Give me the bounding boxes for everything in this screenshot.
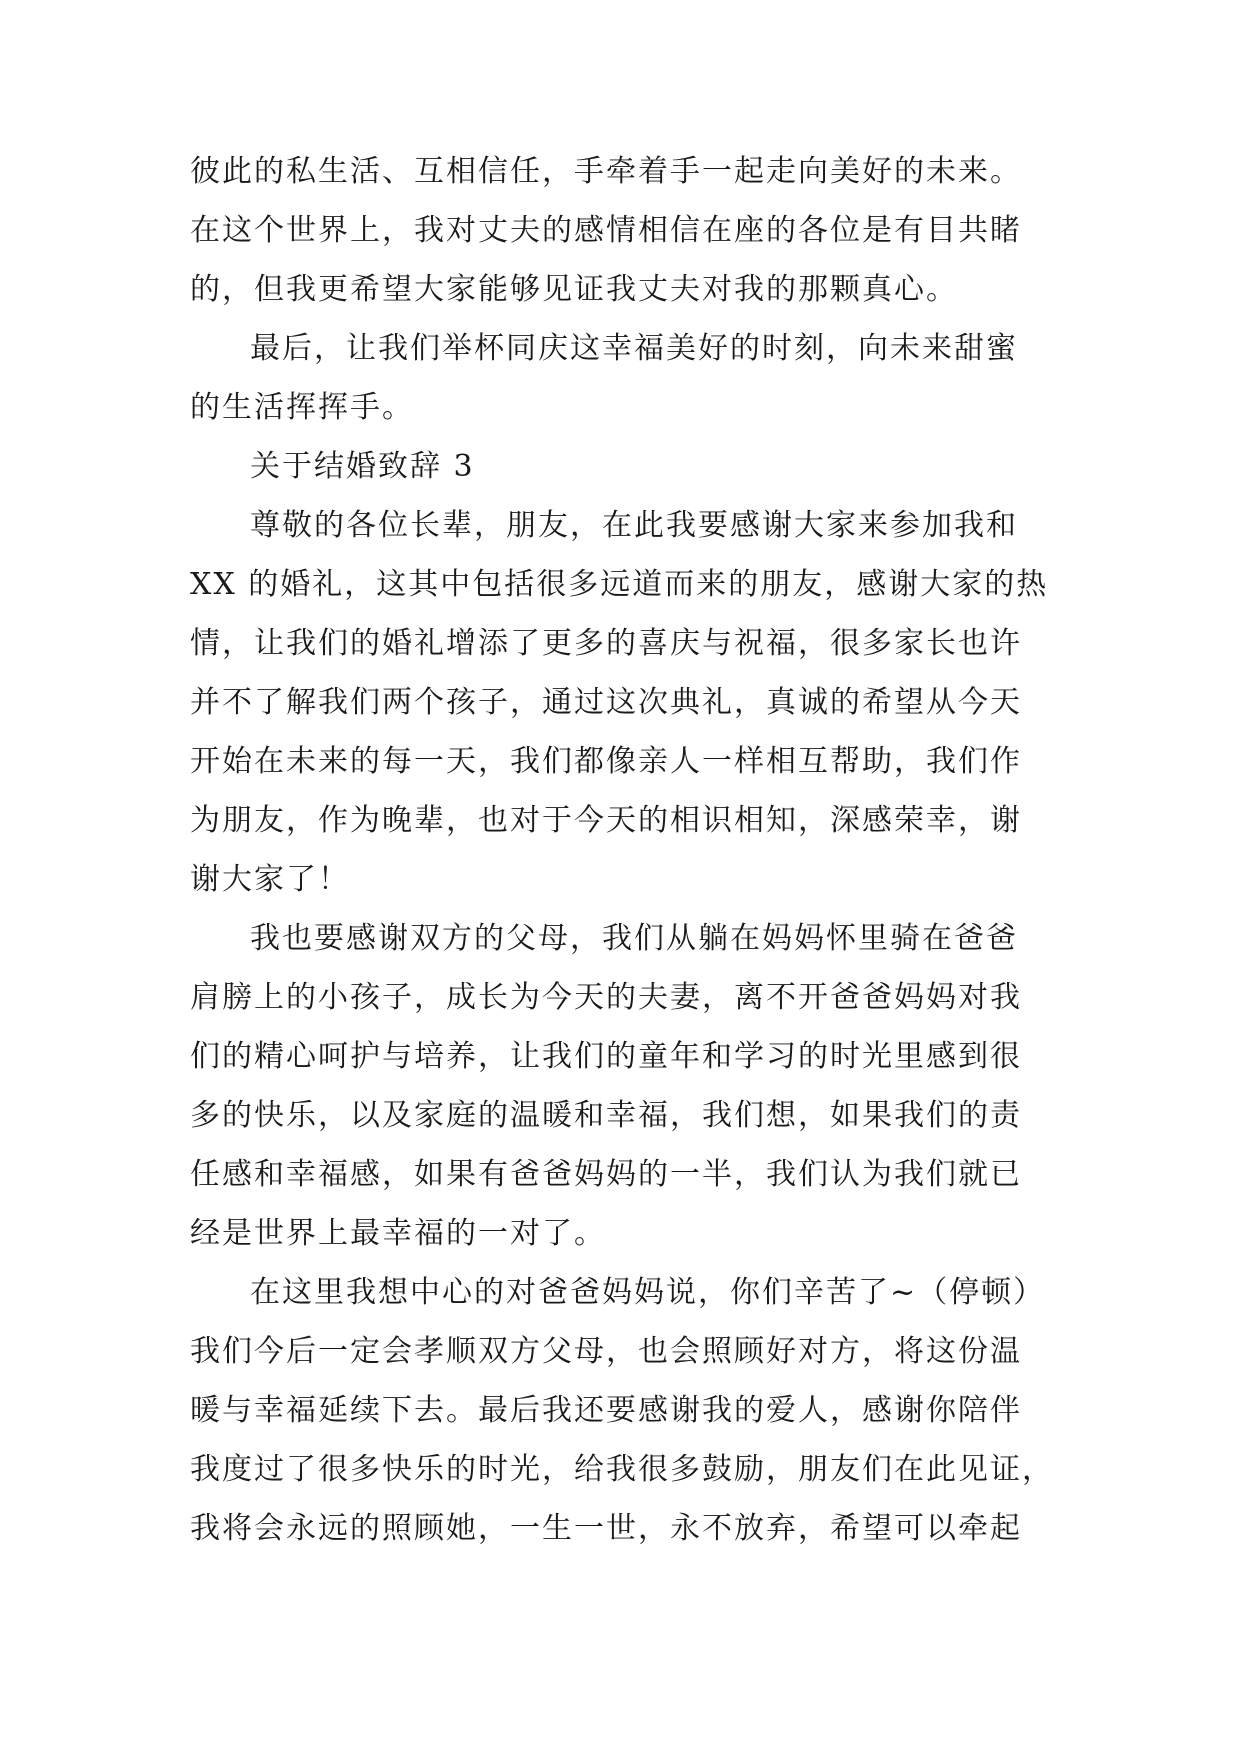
text-line: 的，但我更希望大家能够见证我丈夫对我的那颗真心。 [190,272,958,307]
text-line: 经是世界上最幸福的一对了。 [190,1216,606,1251]
text-line: 我将会永远的照顾她，一生一世，永不放弃，希望可以牵起 [190,1511,1022,1546]
text-line: XX 的婚礼，这其中包括很多远道而来的朋友，感谢大家的热 [190,567,1049,602]
text-line: 情，让我们的婚礼增添了更多的喜庆与祝福，很多家长也许 [190,626,1022,661]
text-line: 们的精心呵护与培养，让我们的童年和学习的时光里感到很 [190,1039,1022,1074]
text-line: 暖与幸福延续下去。最后我还要感谢我的爱人，感谢你陪伴 [190,1393,1022,1428]
text-line: 开始在未来的每一天，我们都像亲人一样相互帮助，我们作 [190,744,1022,779]
text-line: 在这个世界上，我对丈夫的感情相信在座的各位是有目共睹 [190,213,1022,248]
text-line: 并不了解我们两个孩子，通过这次典礼，真诚的希望从今天 [190,685,1022,720]
section-heading: 关于结婚致辞 3 [250,449,475,484]
text-line: 彼此的私生活、互相信任，手牵着手一起走向美好的未来。 [190,154,1022,189]
text-line: 多的快乐，以及家庭的温暖和幸福，我们想，如果我们的责 [190,1098,1022,1133]
text-line: 我度过了很多快乐的时光，给我很多鼓励，朋友们在此见证， [190,1452,1054,1487]
text-line: 的生活挥挥手。 [190,390,414,425]
paragraph-first-line: 尊敬的各位长辈，朋友，在此我要感谢大家来参加我和 [250,508,1018,543]
paragraph-first-line: 最后，让我们举杯同庆这幸福美好的时刻，向未来甜蜜 [250,331,1018,366]
text-line: 任感和幸福感，如果有爸爸妈妈的一半，我们认为我们就已 [190,1157,1022,1192]
paragraph-first-line: 在这里我想中心的对爸爸妈妈说，你们辛苦了~（停顿） [250,1275,1046,1310]
text-line: 为朋友，作为晚辈，也对于今天的相识相知，深感荣幸，谢 [190,803,1022,838]
paragraph-first-line: 我也要感谢双方的父母，我们从躺在妈妈怀里骑在爸爸 [250,921,1018,956]
text-line: 肩膀上的小孩子，成长为今天的夫妻，离不开爸爸妈妈对我 [190,980,1022,1015]
text-line: 我们今后一定会孝顺双方父母，也会照顾好对方，将这份温 [190,1334,1022,1369]
text-line: 谢大家了！ [190,862,350,897]
